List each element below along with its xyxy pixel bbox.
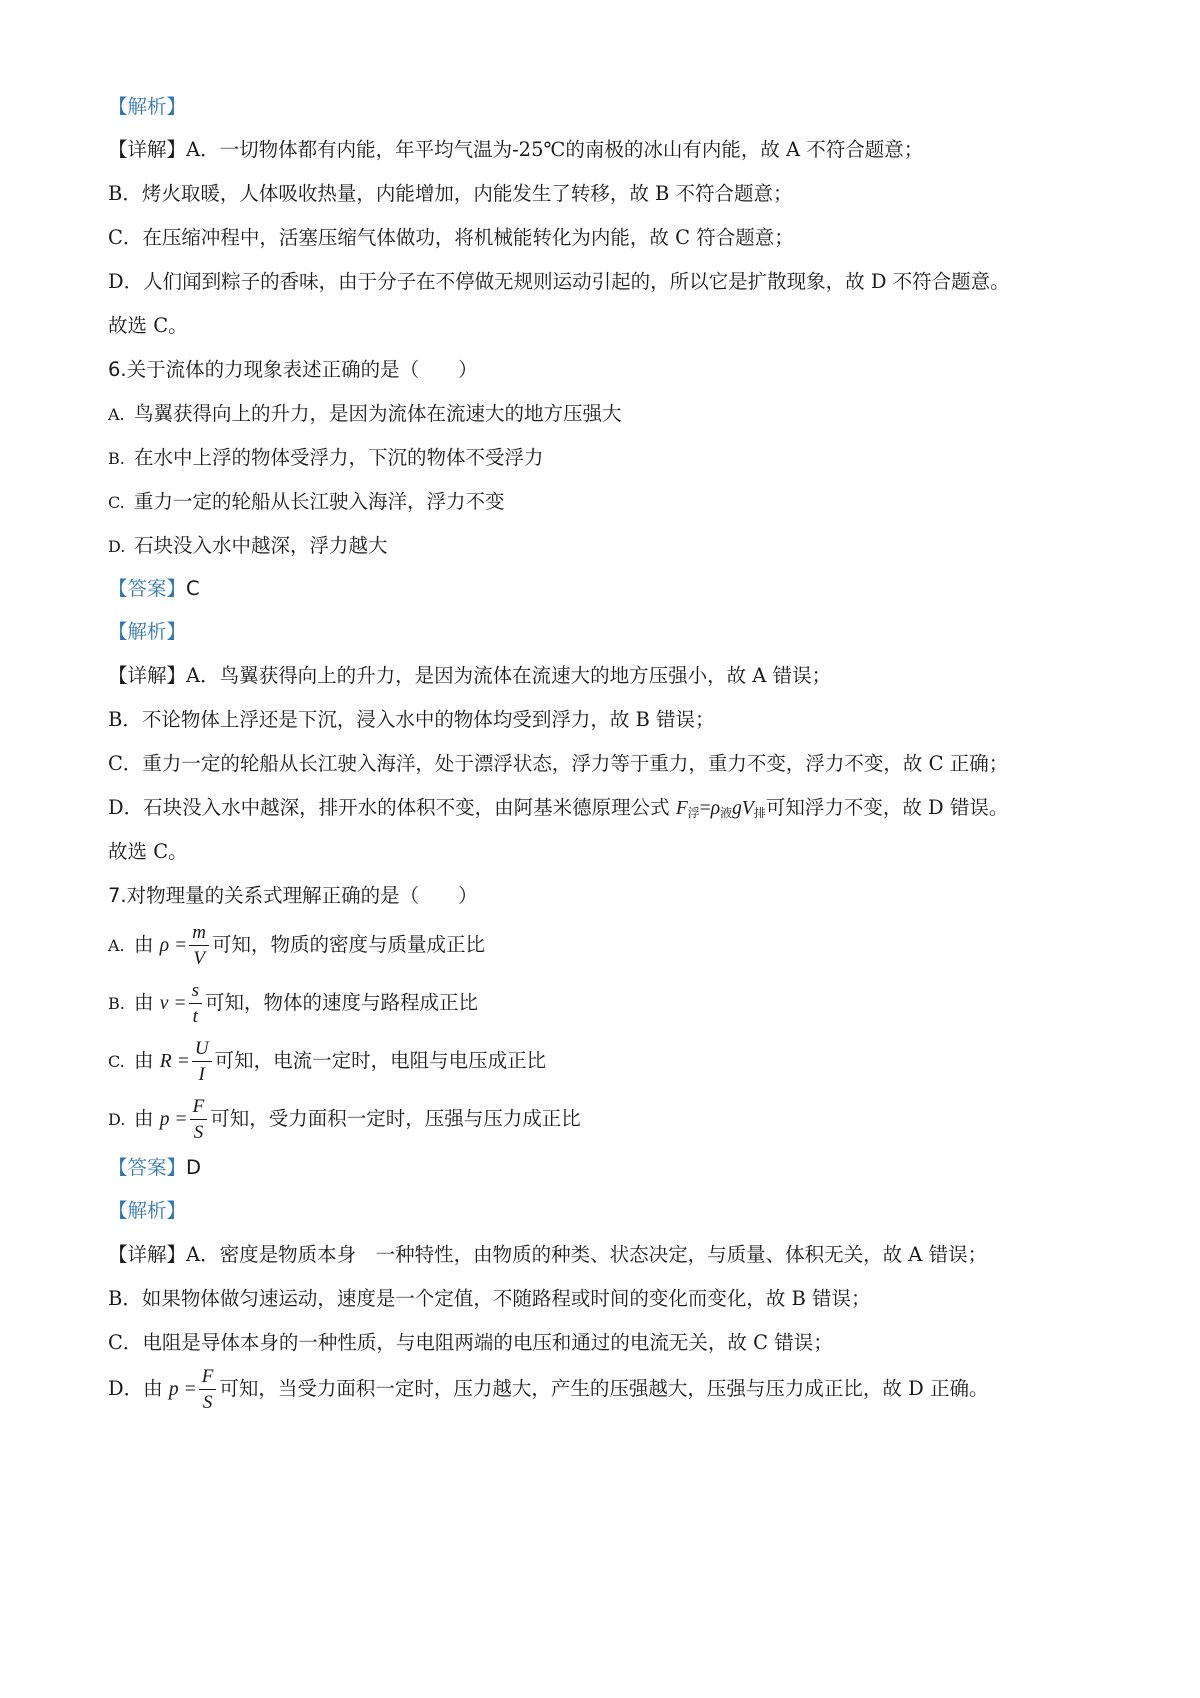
q7-option-b: [108, 980, 478, 1027]
q6-answer-value: C: [186, 577, 200, 600]
q7-option-d-fraction: [190, 1097, 208, 1143]
q7-option-c-fraction: [192, 1039, 212, 1085]
q6-option-a: [108, 400, 622, 429]
q7-option-b-label: B.: [108, 994, 125, 1013]
q7-option-c-eq: =: [177, 1051, 189, 1072]
q7-answer-value: D: [186, 1156, 202, 1179]
formula-gV: gV: [732, 798, 754, 819]
q6-option-c-text: 重力一定的轮船从长江驶入海洋，浮力不变: [134, 490, 505, 513]
formula-rho-sub: 液: [720, 806, 733, 820]
q7-option-b-text: 可知，物体的速度与路程成正比: [204, 991, 478, 1014]
q6-option-b: [108, 444, 544, 473]
q6-detail-a: [108, 662, 831, 690]
q6-stem: 6.关于流体的力现象表述正确的是（ ）: [108, 358, 478, 381]
q5-analysis-tag: 【解析】: [108, 95, 187, 118]
q5-detail-a: [108, 136, 923, 164]
q7-detail-b: B．如果物体做匀速运动，速度是一个定值，不随路程或时间的变化而变化，故 B 错误；: [108, 1287, 871, 1310]
formula-V-sub: 排: [753, 806, 766, 820]
q7-option-b-pre: 由: [134, 991, 154, 1014]
q6-option-b-label: B.: [108, 449, 125, 468]
q7-option-d-eq: =: [175, 1109, 187, 1130]
q6-option-b-text: 在水中上浮的物体受浮力，下沉的物体不受浮力: [134, 446, 544, 469]
q6-conclusion: 故选 C。: [108, 840, 188, 863]
q7-option-c-var: R: [159, 1051, 172, 1072]
q6-option-a-text: 鸟翼获得向上的升力，是因为流体在流速大的地方压强大: [134, 402, 622, 425]
q7-detail-d-fraction: [199, 1367, 217, 1413]
q7-option-d: [108, 1096, 581, 1143]
q7-option-d-label: D.: [108, 1110, 126, 1129]
q6-option-d-label: D.: [108, 537, 126, 556]
q6-detail-d: [108, 794, 1008, 827]
q6-detail-b: B．不论物体上浮还是下沉，浸入水中的物体均受到浮力，故 B 错误；: [108, 708, 715, 731]
q7-option-b-fraction: [189, 981, 202, 1027]
q7-analysis-tag: 【解析】: [108, 1199, 187, 1222]
q6-answer-tag: 【答案】: [108, 577, 187, 600]
formula-eq: =: [699, 798, 711, 819]
q7-option-a-pre: 由: [134, 933, 154, 956]
q7-option-c-label: C.: [108, 1052, 125, 1071]
q7-option-a-var: ρ: [159, 935, 170, 956]
q7-detail-d: [108, 1366, 988, 1413]
q7-stem: 7.对物理量的关系式理解正确的是（ ）: [108, 884, 478, 907]
q7-option-d-num: F: [190, 1097, 208, 1120]
q7-answer: [108, 1154, 201, 1182]
q6-analysis-tag: 【解析】: [108, 620, 187, 643]
q7-option-d-pre: 由: [134, 1107, 154, 1130]
q7-option-a: [108, 922, 485, 969]
formula-F-sub: 浮: [687, 806, 700, 820]
q7-option-a-text: 可知，物质的密度与质量成正比: [212, 933, 486, 956]
q7-option-a-eq: =: [175, 935, 187, 956]
q5-detail-b: B．烤火取暖，人体吸收热量，内能增加，内能发生了转移，故 B 不符合题意；: [108, 182, 793, 205]
q5-detail-d: D．人们闻到粽子的香味，由于分子在不停做无规则运动引起的，所以它是扩散现象，故 D 不符合题意。: [108, 270, 1010, 293]
q7-option-c-pre: 由: [134, 1049, 154, 1072]
q7-option-a-num: m: [189, 923, 209, 946]
q7-detail-a-text: A．密度是物质本身 一种特性，由物质的种类、状态决定，与质量、体积无关，故 A 错误；: [186, 1243, 988, 1266]
q7-option-a-label: A.: [108, 936, 125, 955]
q6-option-c: [108, 488, 505, 517]
q7-option-d-var: p: [159, 1109, 170, 1130]
q6-detail-c: C．重力一定的轮船从长江驶入海洋，处于漂浮状态，浮力等于重力，重力不变，浮力不变，故 C 正确；: [108, 752, 1009, 775]
q6-option-d-text: 石块没入水中越深，浮力越大: [134, 534, 388, 557]
q7-option-c-num: U: [192, 1039, 212, 1062]
q7-option-c: [108, 1038, 546, 1085]
q6-detail-tag: 【详解】: [108, 664, 187, 687]
q7-detail-d-post: 可知，当受力面积一定时，压力越大，产生的压强越大，压强与压力成正比，故 D 正确。: [219, 1377, 989, 1400]
q7-detail-a: [108, 1241, 987, 1269]
q7-detail-d-var: p: [168, 1379, 179, 1400]
q7-option-c-den: I: [198, 1063, 205, 1085]
q7-detail-d-den: S: [202, 1391, 213, 1413]
q7-option-c-text: 可知，电流一定时，电阻与电压成正比: [214, 1049, 547, 1072]
q6-detail-a-text: A．鸟翼获得向上的升力，是因为流体在流速大的地方压强小，故 A 错误；: [186, 664, 832, 687]
q7-detail-d-num: F: [199, 1367, 217, 1390]
q7-detail-d-pre: D．由: [108, 1377, 163, 1400]
q5-conclusion: 故选 C。: [108, 314, 188, 337]
q6-detail-d-pre: D．石块没入水中越深，排开水的体积不变，由阿基米德原理公式: [108, 796, 670, 819]
formula-F: F: [675, 798, 688, 819]
formula-rho: ρ: [710, 798, 721, 819]
q7-option-a-den: V: [193, 947, 205, 969]
q7-option-b-num: s: [189, 981, 202, 1004]
q7-detail-d-eq: =: [184, 1379, 196, 1400]
q7-option-b-den: t: [192, 1005, 198, 1027]
q6-option-c-label: C.: [108, 493, 125, 512]
q6-option-d: [108, 532, 388, 561]
q5-detail-tag: 【详解】: [108, 138, 187, 161]
q7-option-d-text: 可知，受力面积一定时，压强与压力成正比: [210, 1107, 581, 1130]
q5-detail-c: C．在压缩冲程中，活塞压缩气体做功，将机械能转化为内能，故 C 符合题意；: [108, 226, 794, 249]
q7-detail-tag: 【详解】: [108, 1243, 187, 1266]
q5-detail-a-text: A．一切物体都有内能，年平均气温为-25℃的南极的冰山有内能，故 A 不符合题意；: [186, 138, 924, 161]
q6-answer: [108, 575, 200, 603]
q7-option-b-eq: =: [174, 993, 186, 1014]
q7-detail-c: C．电阻是导体本身的一种性质，与电阻两端的电压和通过的电流无关，故 C 错误；: [108, 1331, 833, 1354]
q7-option-d-den: S: [193, 1121, 204, 1143]
q7-answer-tag: 【答案】: [108, 1156, 187, 1179]
q7-option-b-var: v: [159, 993, 169, 1014]
q7-option-a-fraction: [189, 923, 209, 969]
q6-detail-d-post: 可知浮力不变，故 D 错误。: [765, 796, 1009, 819]
q6-option-a-label: A.: [108, 405, 125, 424]
